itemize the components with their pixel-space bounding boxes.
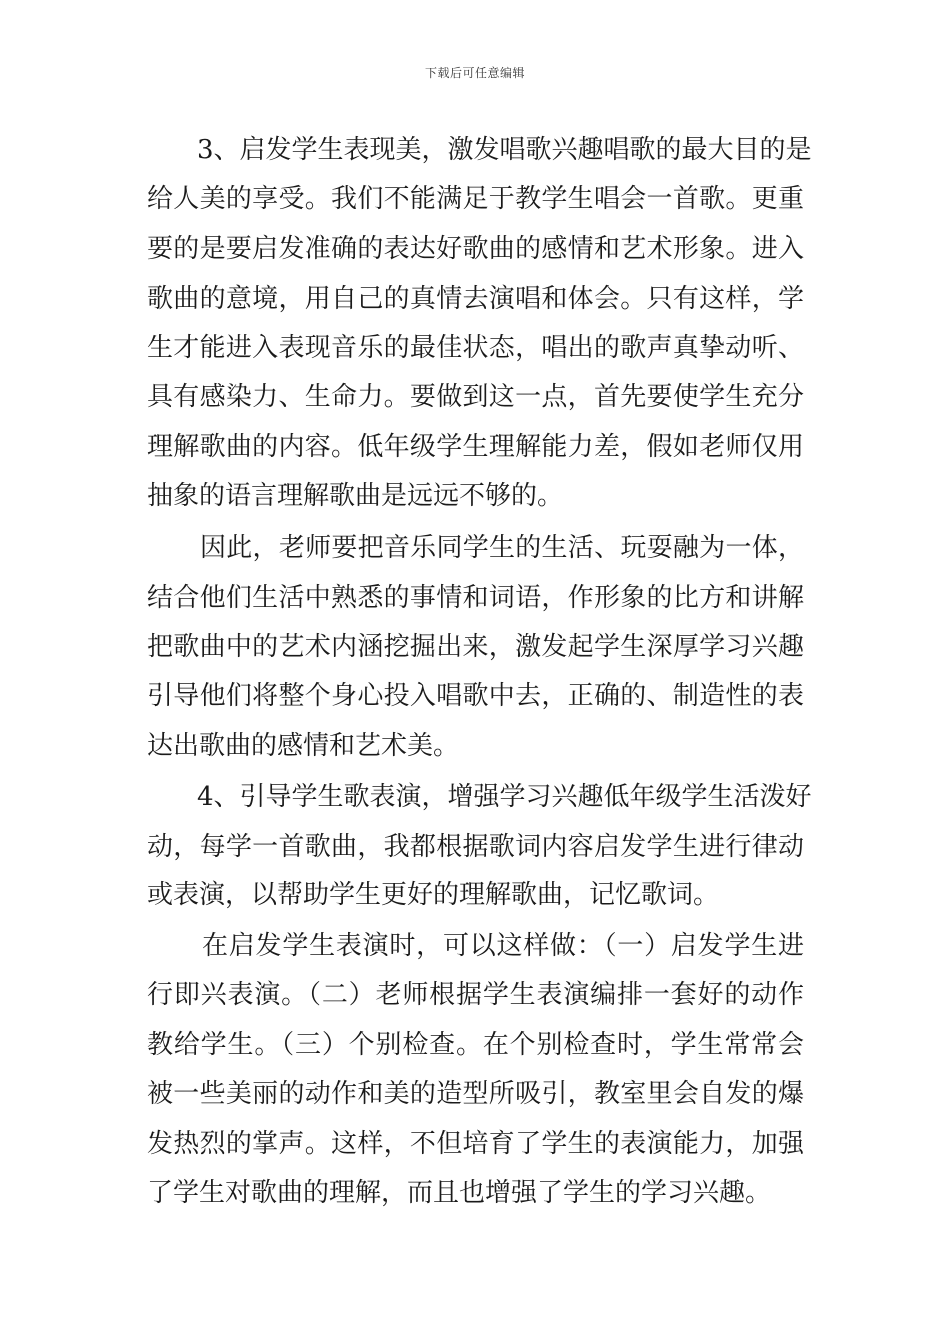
page-header: 下载后可任意编辑 [424,66,525,80]
text-line: 动，每学一首歌曲，我都根据歌词内容启发学生进行律动 [147,832,804,862]
text-line: 在启发学生表演时，可以这样做：（一）启发学生进 [202,931,804,961]
text-line: 要的是要启发准确的表达好歌曲的感情和艺术形象。进入 [147,234,804,264]
text-line: 3、启发学生表现美，激发唱歌兴趣唱歌的最大目的是 [197,135,812,165]
text-line: 4、引导学生歌表演，增强学习兴趣低年级学生活泼好 [197,782,812,812]
text-line: 或表演，以帮助学生更好的理解歌曲，记忆歌词。 [147,880,720,910]
text-line: 抽象的语言理解歌曲是远远不够的。 [147,481,564,511]
text-line: 给人美的享受。我们不能满足于教学生唱会一首歌。更重 [147,184,804,214]
text-line: 结合他们生活中熟悉的事情和词语，作形象的比方和讲解 [147,583,804,613]
text-line: 被一些美丽的动作和美的造型所吸引，教室里会自发的爆 [147,1079,804,1109]
text-line: 达出歌曲的感情和艺术美。 [147,731,460,761]
text-line: 理解歌曲的内容。低年级学生理解能力差，假如老师仅用 [147,432,804,462]
text-line: 引导他们将整个身心投入唱歌中去，正确的、制造性的表 [147,681,804,711]
text-line: 行即兴表演。（二）老师根据学生表演编排一套好的动作 [147,980,804,1010]
text-line: 了学生对歌曲的理解，而且也增强了学生的学习兴趣。 [147,1178,772,1208]
text-line: 因此，老师要把音乐同学生的生活、玩耍融为一体， [200,533,804,563]
text-line: 歌曲的意境，用自己的真情去演唱和体会。只有这样，学 [147,284,804,314]
text-line: 把歌曲中的艺术内涵挖掘出来，激发起学生深厚学习兴趣 [147,632,804,662]
text-line: 发热烈的掌声。这样，不但培育了学生的表演能力，加强 [147,1129,804,1159]
text-line: 生才能进入表现音乐的最佳状态，唱出的歌声真挚动听、 [147,333,804,363]
text-line: 教给学生。（三）个别检查。在个别检查时，学生常常会 [147,1030,804,1060]
text-line: 具有感染力、生命力。要做到这一点，首先要使学生充分 [147,382,804,412]
